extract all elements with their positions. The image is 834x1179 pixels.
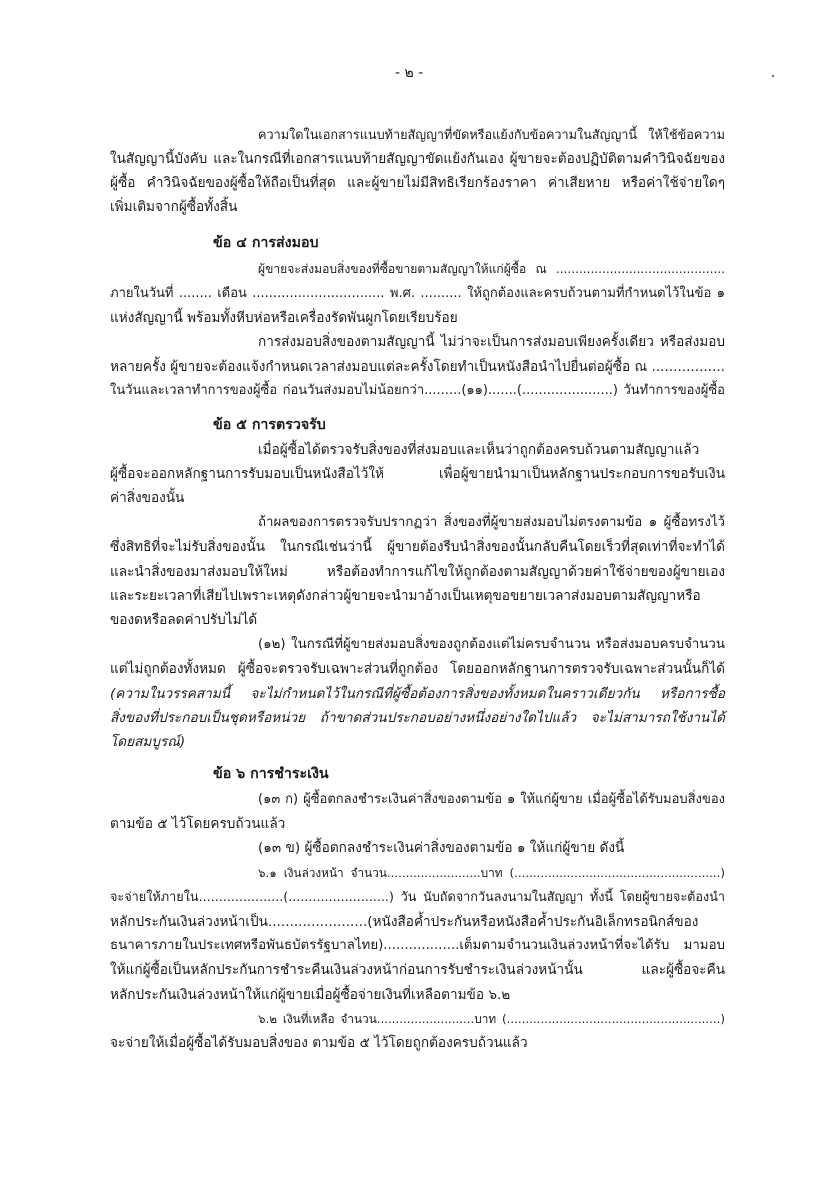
text-line: และระยะเวลาที่เสียไปเพราะเหตุดังกล่าวผู้ขายจะนำมาอ้างเป็นเหตุขอขยายเวลาส่งมอบตามสัญญาหรือ: [110, 588, 701, 604]
text-line: สิ่งของที่ประกอบเป็นชุดหรือหน่วย ถ้าขาดส่วนประกอบอย่างหนึ่งอย่างใดไปแล้ว จะไม่สามารถใช้งานได้: [110, 710, 725, 726]
text-line: และนำสิ่งของมาส่งมอบให้ใหม่ หรือต้องทำการแก้ไขให้ถูกต้องตามสัญญาด้วยค่าใช้จ่ายของผู้ขายเอง: [110, 564, 725, 580]
text-line: หลักประกันเงินล่วงหน้าเป็น.......................(หนังสือค้ำประกันหรือหนังสือค้ำประกันอิเล็กทรอนิกส์ของ: [110, 914, 699, 930]
text-line: แต่ไม่ถูกต้องทั้งหมด ผู้ซื้อจะตรวจรับเฉพาะส่วนที่ถูกต้อง โดยออกหลักฐานการตรวจรับเฉพาะส่วนนั้นก็ได้: [110, 661, 725, 677]
text-line: เพิ่มเติมจากผู้ซื้อทั้งสิ้น: [110, 199, 238, 215]
text-line: ค่าสิ่งของนั้น: [110, 490, 185, 506]
text-line: ซึ่งสิทธิที่จะไม่รับสิ่งของนั้น ในกรณีเช่นว่านี้ ผู้ขายต้องรีบนำสิ่งของนั้นกลับคืนโดยเร็วที่สุดเท่าที่จะทำได้: [110, 539, 725, 555]
text-line: (๑๓ ก) ผู้ซื้อตกลงชำระเงินค่าสิ่งของตามข้อ ๑ ให้แก่ผู้ขาย เมื่อผู้ซื้อได้รับมอบสิ่งของ: [258, 792, 725, 807]
text-line: หลักประกันเงินล่วงหน้าให้แก่ผู้ขายเมื่อผู้ซื้อจ่ายเงินที่เหลือตามข้อ ๖.๒: [110, 987, 511, 1003]
text-line: ผู้ซื้อจะออกหลักฐานการรับมอบเป็นหนังสือไว้ให้ เพื่อผู้ขายนำมาเป็นหลักฐานประกอบการขอรับเงิน: [110, 466, 725, 482]
text-line: หลายครั้ง ผู้ขายจะต้องแจ้งกำหนดเวลาส่งมอบแต่ละครั้งโดยทำเป็นหนังสือนำไปยื่นต่อผู้ซื้อ ณ .................: [110, 359, 725, 375]
text-line: (ความในวรรคสามนี้ จะไม่กำหนดไว้ในกรณีที่ผู้ซื้อต้องการสิ่งของทั้งหมดในคราวเดียวกัน หรือการซื้อ: [110, 686, 725, 702]
section-heading: ข้อ ๖ การชำระเงิน: [213, 766, 329, 782]
text-line: ของดหรือลดค่าปรับไม่ได้: [110, 612, 258, 628]
text-line: ถ้าผลของการตรวจรับปรากฏว่า สิ่งของที่ผู้ขายส่งมอบไม่ตรงตามข้อ ๑ ผู้ซื้อทรงไว้: [258, 515, 725, 530]
text-line: ตามข้อ ๕ ไว้โดยครบถ้วนแล้ว: [110, 816, 286, 832]
text-line: แห่งสัญญานี้ พร้อมทั้งหีบห่อหรือเครื่องรัดพันผูกโดยเรียบร้อย: [110, 310, 458, 326]
text-line: การส่งมอบสิ่งของตามสัญญานี้ ไม่ว่าจะเป็นการส่งมอบเพียงครั้งเดียว หรือส่งมอบ: [258, 334, 725, 350]
text-line: เมื่อผู้ซื้อได้ตรวจรับสิ่งของที่ส่งมอบและเห็นว่าถูกต้องครบถ้วนตามสัญญาแล้ว: [258, 442, 700, 458]
text-line: โดยสมบูรณ์): [110, 734, 186, 750]
text-line: ผู้ซื้อ คำวินิจฉัยของผู้ซื้อให้ถือเป็นที่สุด และผู้ขายไม่มีสิทธิเรียกร้องราคา ค่าเสียหาย หรือค่าใช้จ่ายใดๆ: [110, 175, 725, 191]
section-heading: ข้อ ๕ การตรวจรับ: [213, 417, 326, 433]
section-heading: ข้อ ๔ การส่งมอบ: [213, 235, 319, 251]
page-number: - ๒ -: [395, 65, 424, 81]
text-line: ๖.๒ เงินที่เหลือ จำนวน..........................บาท (.........................................................): [258, 1012, 725, 1026]
text-line: ภายในวันที่ ........ เดือน ................................ พ.ศ. .......... ให้ถูกต้องและครบถ้วนตามที่กำหนดไว้ในข้อ ๑: [110, 286, 725, 301]
text-line: จะจ่ายให้ภายใน.....................(.........................) วัน นับถัดจากวันลงนามในสัญญา ทั้งนี้ โดยผู้ขายจะต้องนำ: [110, 889, 725, 904]
text-line: ผู้ขายจะส่งมอบสิ่งของที่ซื้อขายตามสัญญาให้แก่ผู้ซื้อ ณ ............................................: [258, 262, 725, 276]
text-line: ธนาคารภายในประเทศหรือพันธบัตรรัฐบาลไทย)..................เต็มตามจำนวนเงินล่วงหน้าที่จะได้รับ มามอบ: [110, 938, 725, 953]
text-line: ให้แก่ผู้ซื้อเป็นหลักประกันการชำระคืนเงินล่วงหน้าก่อนการรับชำระเงินล่วงหน้านั้น และผู้ซื้อจะคืน: [110, 962, 725, 978]
text-line: ในวันและเวลาทำการของผู้ซื้อ ก่อนวันส่งมอบไม่น้อยกว่า.........(๑๑).......(......................) วันทำการของผู้ซื้อ: [110, 383, 725, 398]
text-line: (๑๓ ข) ผู้ซื้อตกลงชำระเงินค่าสิ่งของตามข้อ ๑ ให้แก่ผู้ขาย ดังนี้: [258, 840, 625, 856]
text-line: (๑๒) ในกรณีที่ผู้ขายส่งมอบสิ่งของถูกต้องแต่ไม่ครบจำนวน หรือส่งมอบครบจำนวน: [258, 637, 725, 652]
text-line: ๖.๑ เงินล่วงหน้า จำนวน.........................บาท (.......................................................): [258, 866, 725, 880]
text-line: จะจ่ายให้เมื่อผู้ซื้อได้รับมอบสิ่งของ ตามข้อ ๕ ไว้โดยถูกต้องครบถ้วนแล้ว: [110, 1035, 528, 1051]
text-line: ในสัญญานี้บังคับ และในกรณีที่เอกสารแนบท้ายสัญญาขัดแย้งกันเอง ผู้ขายจะต้องปฏิบัติตามคำวินิจฉัยของ: [110, 151, 725, 167]
scan-speck: [772, 75, 774, 77]
text-line: ความใดในเอกสารแนบท้ายสัญญาที่ขัดหรือแย้งกับข้อความในสัญญานี้ ให้ใช้ข้อความ: [258, 127, 725, 142]
